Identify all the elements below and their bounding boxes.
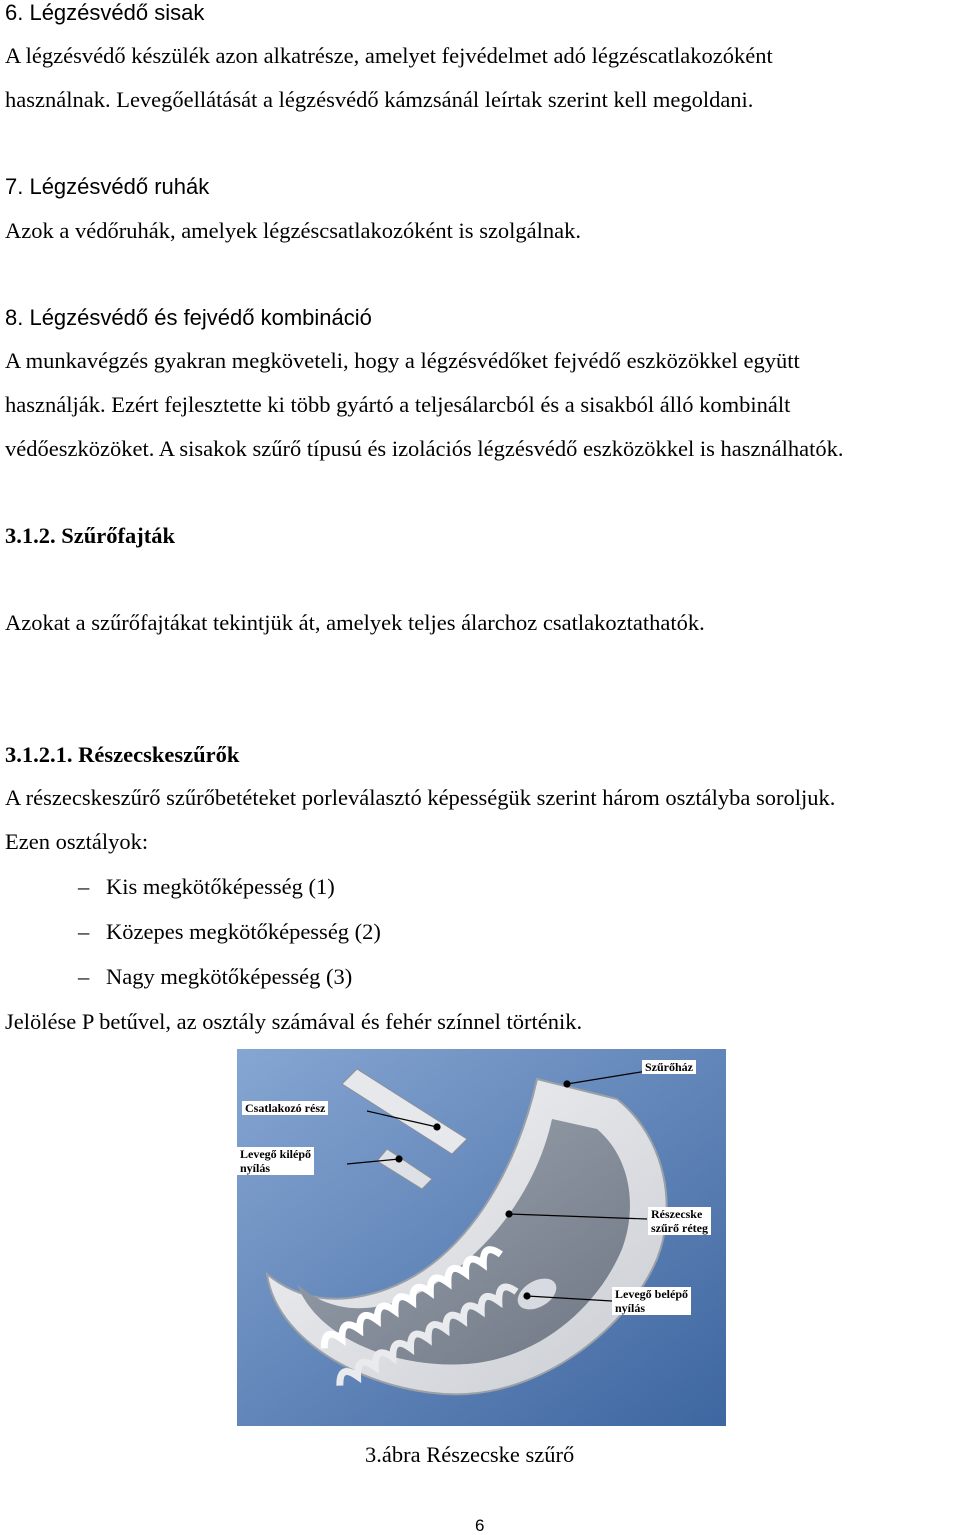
label-air-inlet: Levegő belépő nyílás [612, 1287, 691, 1315]
section-3121-closing: Jelölése P betűvel, az osztály számával és fehér színnel történik. [5, 1009, 583, 1034]
label-connector: Csatlakozó rész [242, 1101, 328, 1115]
section-6-line-2: használnak. Levegőellátását a légzésvédő kámzsánál leírtak szerint kell megoldani. [5, 87, 754, 112]
list-item [78, 921, 381, 944]
section-8-line-2: használják. Ezért fejlesztette ki több gyártó a teljesálarcból és a sisakból álló kombinált [5, 392, 791, 417]
label-air-outlet: Levegő kilépő nyílás [237, 1147, 314, 1175]
section-8-heading: 8. Légzésvédő és fejvédő kombináció [5, 305, 372, 330]
section-312-heading: 3.1.2. Szűrőfajták [5, 523, 175, 548]
dash-bullet-icon: – [78, 919, 90, 944]
section-6-heading: 6. Légzésvédő sisak [5, 0, 205, 25]
figure-caption: 3.ábra Részecske szűrő [365, 1442, 575, 1467]
page-number: 6 [475, 1516, 485, 1535]
list-item-text: Közepes megkötőképesség (2) [106, 919, 381, 944]
section-3121-line-1: A részecskeszűrő szűrőbetéteket porleválasztó képességük szerint három osztályba soroljuk. [5, 785, 836, 810]
section-3121-line-2: Ezen osztályok: [5, 829, 149, 854]
section-8-line-3: védőeszközöket. A sisakok szűrő típusú és izolációs légzésvédő eszközökkel is használhatók. [5, 436, 844, 461]
list-item-text: Kis megkötőképesség (1) [106, 874, 335, 899]
section-3121-heading: 3.1.2.1. Részecskeszűrők [5, 742, 240, 767]
section-312-line-1: Azokat a szűrőfajtákat tekintjük át, amelyek teljes álarchoz csatlakoztathatók. [5, 610, 705, 635]
section-8-line-1: A munkavégzés gyakran megköveteli, hogy a légzésvédőket fejvédő eszközökkel együtt [5, 348, 800, 373]
list-item [78, 966, 352, 989]
dash-bullet-icon: – [78, 964, 90, 989]
particle-filter-figure [237, 1049, 726, 1426]
list-item-text: Nagy megkötőképesség (3) [106, 964, 353, 989]
list-item [78, 876, 335, 899]
section-6-line-1: A légzésvédő készülék azon alkatrésze, amelyet fejvédelmet adó légzéscatlakozóként [5, 43, 773, 68]
label-particle-layer: Részecske szűrő réteg [648, 1207, 711, 1235]
section-7-heading: 7. Légzésvédő ruhák [5, 174, 210, 199]
dash-bullet-icon: – [78, 874, 90, 899]
section-7-line-1: Azok a védőruhák, amelyek légzéscsatlakozóként is szolgálnak. [5, 218, 582, 243]
label-filter-housing: Szűrőház [642, 1060, 696, 1074]
